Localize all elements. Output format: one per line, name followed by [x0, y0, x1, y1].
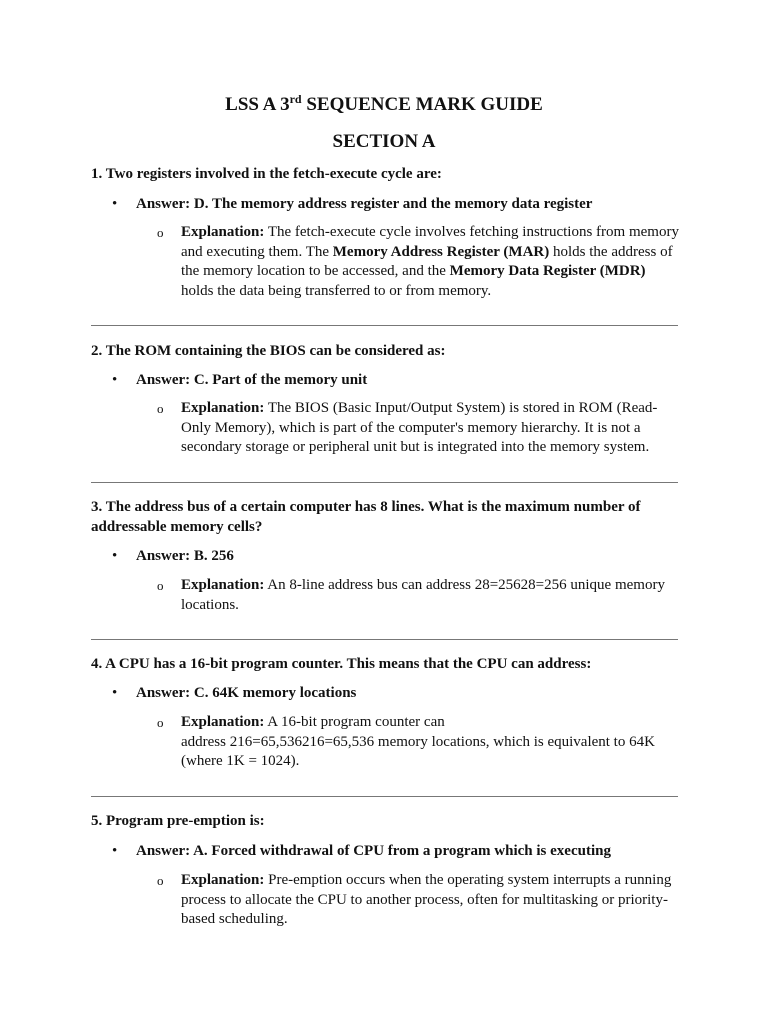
explanation-2	[181, 399, 681, 458]
bullet-dot: •	[112, 548, 118, 564]
divider	[91, 796, 678, 797]
divider	[91, 482, 678, 483]
page-title	[0, 92, 768, 118]
explanation-label: Explanation:	[181, 577, 265, 593]
explanation-5	[181, 871, 681, 930]
title-suffix: SEQUENCE MARK GUIDE	[301, 94, 543, 115]
explanation-label: Explanation:	[181, 400, 265, 416]
explanation-text: holds the address of the memory location to be accessed, and the	[181, 243, 673, 279]
explanation-text: The fetch-execute cycle involves fetching instructions from memory and executing them. The	[181, 224, 679, 260]
bullet-dot: •	[112, 372, 118, 388]
answer-5: Answer: A. Forced withdrawal of CPU from a program which is executing	[136, 843, 611, 859]
explanation-text: Pre-emption occurs when the operating system interrupts a running process to allocate the CPU to another process, often for multitasking or priority-based scheduling.	[181, 872, 672, 927]
bullet-dot: •	[112, 196, 118, 212]
circle-bullet: o	[157, 715, 164, 730]
question-4: 4. A CPU has a 16-bit program counter. This means that the CPU can address:	[91, 656, 592, 672]
circle-bullet: o	[157, 578, 164, 593]
section-heading: SECTION A	[332, 131, 436, 152]
explanation-text: An 8-line address bus can address 28=25628=256 unique memory locations.	[181, 577, 665, 613]
question-1: 1. Two registers involved in the fetch-execute cycle are:	[91, 166, 442, 182]
answer-4: Answer: C. 64K memory locations	[136, 685, 357, 701]
explanation-label: Explanation:	[181, 872, 265, 888]
bullet-dot: •	[112, 685, 118, 701]
circle-bullet: o	[157, 873, 164, 888]
explanation-text: address 216=65,536216=65,536 memory locations, which is equivalent to 64K (where 1K = 1024).	[181, 733, 655, 769]
bullet-dot: •	[112, 843, 118, 859]
answer-2: Answer: C. Part of the memory unit	[136, 372, 368, 388]
divider	[91, 639, 678, 640]
question-3: 3. The address bus of a certain computer has 8 lines. What is the maximum number of addressable memory cells?	[91, 499, 641, 535]
explanation-1	[181, 223, 681, 301]
question-5: 5. Program pre-emption is:	[91, 813, 265, 829]
circle-bullet: o	[157, 225, 164, 240]
explanation-label: Explanation:	[181, 224, 265, 240]
explanation-4	[181, 713, 681, 772]
mdr-term: Memory Data Register (MDR)	[449, 263, 646, 279]
answer-3: Answer: B. 256	[136, 548, 234, 564]
explanation-label: Explanation:	[181, 714, 265, 730]
explanation-text: holds the data being transferred to or from memory.	[181, 282, 492, 299]
mar-term: Memory Address Register (MAR)	[332, 243, 550, 260]
explanation-text: A 16-bit program counter can	[264, 714, 445, 730]
question-2: 2. The ROM containing the BIOS can be considered as:	[91, 343, 446, 359]
title-superscript: rd	[289, 92, 302, 106]
explanation-text: The BIOS (Basic Input/Output System) is stored in ROM (Read-Only Memory), which is part of the computer's memory hierarchy. It is not a secondary storage or peripheral unit but is integrated into the memory system.	[181, 400, 658, 455]
explanation-3	[181, 576, 681, 615]
circle-bullet: o	[157, 401, 164, 416]
answer-1: Answer: D. The memory address register and the memory data register	[136, 196, 593, 212]
divider	[91, 325, 678, 326]
title-prefix: LSS A 3	[225, 94, 290, 115]
